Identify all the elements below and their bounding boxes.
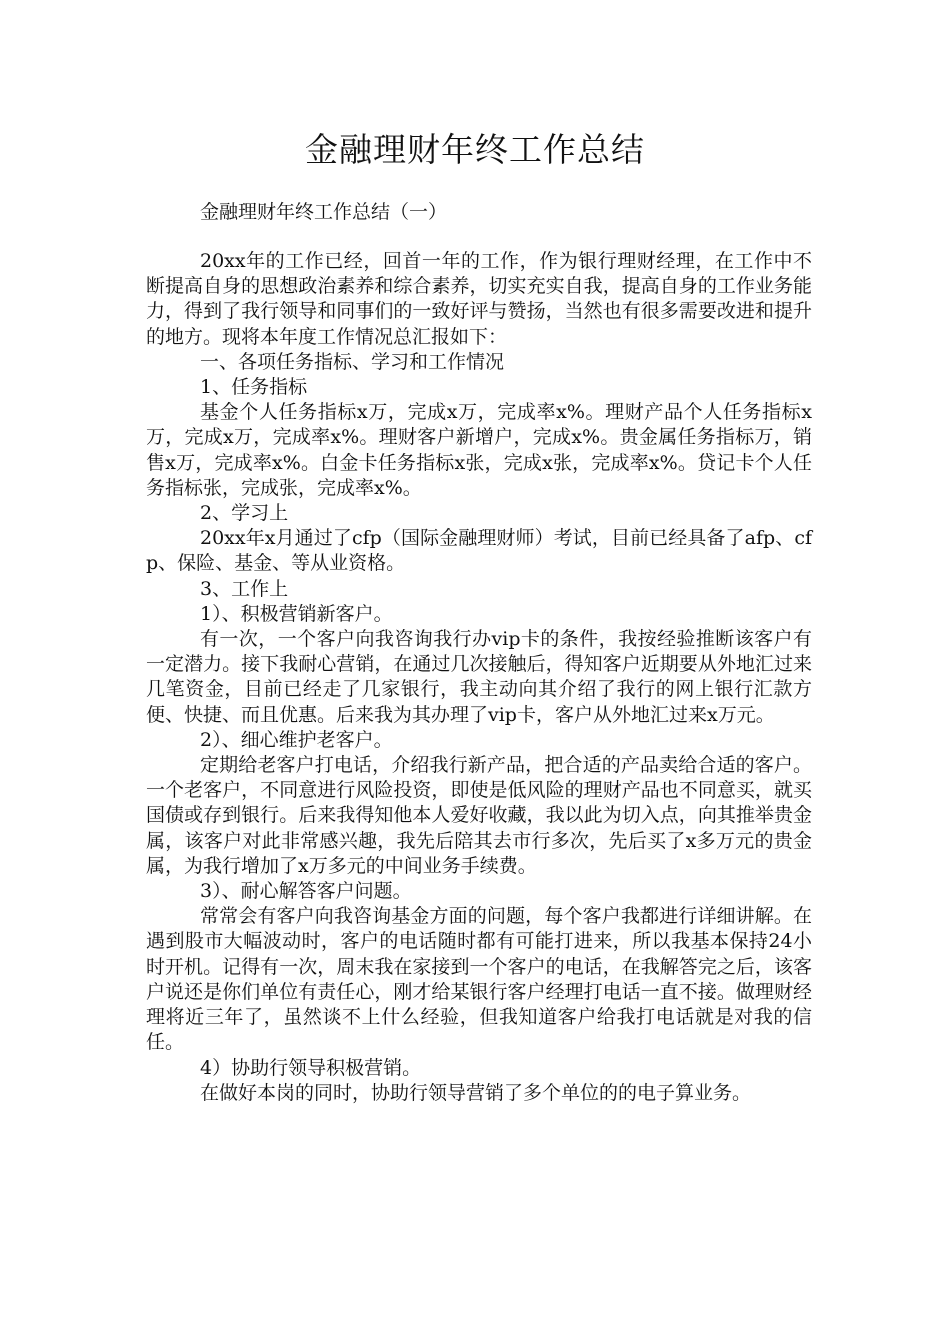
heading-old-customers: 2）、细心维护老客户。 [200,728,393,751]
paragraph-assist-leaders: 在做好本岗的同时，协助行领导营销了多个单位的的电子算业务。 [200,1081,752,1104]
paragraph-customer-questions: 常常会有客户向我咨询基金方面的问题，每个客户我都进行详细讲解。在遇到股市大幅波动时，客户的电话随时都有可能打进来，所以我基本保持24小时开机。记得有一次，周末我在家接到一个客户的电话，在我解答完之后，该客户说还是你们单位有责任心，刚才给某银行客户经理打电话一直不接。做理财经理将近三年了，虽然谈不上什么经验，但我知道客户给我打电话就是对我的信任。 [146,905,812,1054]
heading-new-customers: 1）、积极营销新客户。 [200,602,393,625]
heading-assist-leaders: 4）协助行领导积极营销。 [200,1056,422,1079]
heading-work: 3、工作上 [200,577,289,600]
section-subtitle: 金融理财年终工作总结（一） [200,201,448,223]
paragraph-task-targets: 基金个人任务指标x万，完成x万，完成率x%。理财产品个人任务指标x万，完成x万，完成率x%。理财客户新增户，完成x%。贵金属任务指标万，销售x万，完成率x%。白金卡任务指标x张，完成x张，完成率x%。贷记卡个人任务指标张，完成张，完成率x%。 [146,401,812,499]
paragraph-old-customers: 定期给老客户打电话，介绍我行新产品，把合适的产品卖给合适的客户。一个老客户，不同意进行风险投资，即使是低风险的理财产品也不同意买，就买国债或存到银行。后来我得知他本人爱好收藏，我以此为切入点，向其推举贵金属，该客户对此非常感兴趣，我先后陪其去市行多次，先后买了x多万元的贵金属，为我行增加了x万多元的中间业务手续费。 [146,754,812,877]
paragraph-intro: 20xx年的工作已经，回首一年的工作，作为银行理财经理，在工作中不断提高自身的思想政治素养和综合素养，切实充实自我，提高自身的工作业务能力，得到了我行领导和同事们的一致好评与赞扬，当然也有很多需要改进和提升的地方。现将本年度工作情况总汇报如下： [146,250,812,348]
document-body [146,249,812,1106]
paragraph-study: 20xx年x月通过了cfp（国际金融理财师）考试，目前已经具备了afp、cfp、保险、基金、等从业资格。 [146,527,812,575]
heading-study: 2、学习上 [200,502,289,525]
heading-section-1: 一、各项任务指标、学习和工作情况 [200,350,505,373]
document-title: 金融理财年终工作总结 [305,130,645,169]
heading-customer-questions: 3）、耐心解答客户问题。 [200,880,412,903]
heading-task-targets: 1、任务指标 [200,376,308,399]
paragraph-new-customers: 有一次，一个客户向我咨询我行办vip卡的条件，我按经验推断该客户有一定潜力。接下我耐心营销，在通过几次接触后，得知客户近期要从外地汇过来几笔资金，目前已经走了几家银行，我主动向其介绍了我行的网上银行汇款方便、快捷、而且优惠。后来我为其办理了vip卡，客户从外地汇过来x万元。 [146,628,812,726]
